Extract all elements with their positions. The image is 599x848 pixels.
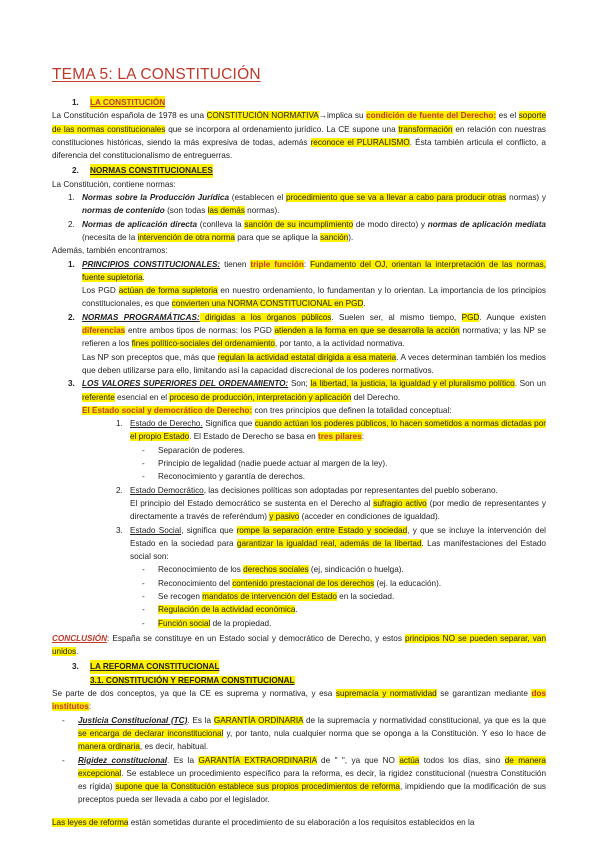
section-title: NORMAS CONSTITUCIONALES: [90, 164, 213, 177]
section-2-intro: La Constitución, contiene normas:: [52, 179, 176, 189]
sub-bullet: - Regulación de la actividad económica.: [142, 605, 298, 615]
section-number: 1.: [72, 98, 79, 107]
sub-bullet: - Reconocimiento y garantía de derechos.: [142, 472, 306, 482]
document-body: [52, 96, 546, 829]
list-item: 2. NORMAS PROGRAMÁTICAS: dirigidas a los órganos públicos. Suelen ser, al mismo tiempo, PGD. Aunque existen diferencias entre ambos tipos de normas: los PGD atienden a la forma en que se desarrolla la acción normativa; y las NP se refieren a los fines político-sociales del ordenamiento, por tanto, a la actividad normativa. Las NP son preceptos que, más que regulan la actividad estatal dirigida a esa materia. A veces determinan también los medios que deben utilizarse para ello, limitando así la capacidad discrecional de los poderes normativos.: [68, 312, 547, 375]
sub-bullet: - Reconocimiento de los derechos sociales (ej, sindicación o huelga).: [142, 565, 404, 575]
estado-social-line: El Estado social y democrático de Derecho: con tres principios que definen la totalidad conceptual:: [82, 405, 452, 415]
list-item: 2. Normas de aplicación directa (conlleva la sanción de su incumplimiento de modo directo) y normas de aplicación mediata (necesita de la intervención de otra norma para que se aplique la sanción).: [68, 219, 546, 242]
list-item: 3. Estado Social, significa que rompe la separación entre Estado y sociedad, y que se incluye la intervención del Estado en la sociedad para garantizar la igualdad real, además de la libertad. Las manifestaciones del Estado social son:: [116, 525, 546, 562]
section-3-heading: [72, 660, 546, 673]
sub-bullet: - Principio de legalidad (nadie puede actuar al margen de la ley).: [142, 459, 388, 469]
list-item: - Rigidez constitucional. Es la GARANTÍA EXTRAORDINARIA de " ", ya que NO actúa todos los días, sino de manera excepcional. Se establece un procedimiento específico para la reforma, es decir, la rigidez constitucional (nuestra Constitución es rígida) supone que la Constitución establece sus propios procedimientos de reforma, impidiendo que la modificación de sus preceptos pueda ser llevada a cabo por el legislador.: [62, 755, 546, 805]
list-item: 1. Estado de Derecho. Significa que cuando actúan los poderes públicos, lo hacen sometidos a normas dictadas por el propio Estado. El Estado de Derecho se basa en tres pilares:: [116, 419, 546, 442]
section-3-paragraph: Se parte de dos conceptos, ya que la CE es suprema y normativa, y esa supremacía y normatividad se garantizan mediante dos institutos:: [52, 689, 546, 712]
list-item: - Justicia Constitucional (TC). Es la GARANTÍA ORDINARIA de la supremacía y normatividad constitucional, ya que es la que se encarga de declarar inconstitucional y, por tanto, nula cualquier norma que se oponga a la Constitución. Y eso lo hace de manera ordinaria, es decir, habitual.: [62, 715, 547, 752]
subsection-heading: 3.1. CONSTITUCIÓN Y REFORMA CONSTITUCIONAL: [90, 675, 295, 685]
list-item: 2. Estado Democrático, las decisiones políticas son adoptadas por representantes del pueblo soberano. El principio del Estado democrático se sustenta en el Derecho al sufragio activo (por medio de representantes y directamente a través de referéndum) y pasivo (acceder en condiciones de igualdad).: [116, 485, 546, 522]
conclusion-paragraph: CONCLUSIÓN: España se constituye en un Estado social y democrático de Derecho, y estos principios NO se pueden separar, van unidos.: [52, 633, 547, 657]
section-number: 3.: [72, 662, 79, 672]
section-1-heading: [72, 96, 546, 109]
sub-bullet: - Separación de poderes.: [142, 445, 245, 455]
section-2-heading: [72, 164, 546, 177]
page-title: TEMA 5: LA CONSTITUCIÓN: [52, 66, 261, 83]
section-number: 2.: [72, 166, 79, 176]
list-item: 1. Normas sobre la Producción Jurídica (establecen el procedimiento que se va a llevar a cabo para producir otras normas) y normas de contenido (son todas las demás normas).: [68, 193, 546, 216]
ademas-line: Además, también encontramos:: [52, 246, 168, 256]
list-item: 1. PRINCIPIOS CONSTITUCIONALES: tienen triple función: Fundamento del OJ, orientan la interpretación de las normas, fuente supletoria. Los PGD actúan de forma supletoria en nuestro ordenamiento, lo fundamentan y lo orientan. La importancia de los principios constitucionales, es que convierten una NORMA CONSTITUCIONAL en PGD.: [68, 259, 546, 309]
sub-bullet: - Función social de la propiedad.: [142, 618, 272, 628]
sub-bullet: - Reconocimiento del contenido prestacional de los derechos (ej. la educación).: [142, 578, 442, 588]
last-paragraph: Las leyes de reforma están sometidas durante el procedimiento de su elaboración a los requisitos establecidos en la: [52, 817, 475, 827]
list-item: 3. LOS VALORES SUPERIORES DEL ORDENAMIENTO: Son; la libertad, la justicia, la igualdad y el pluralismo político. Son un referente esencial en el proceso de producción, interpretación y aplicación del Derecho.: [68, 379, 546, 402]
section-title: LA REFORMA CONSTITUCIONAL: [90, 660, 219, 673]
section-1-paragraph: La Constitución española de 1978 es una CONSTITUCIÓN NORMATIVA→implica su condición de fuente del Derecho: es el soporte de las normas constitucionales que se incorpora al ordenamiento jurídico. La CE supone una transformación en relación con nuestras constituciones históricas, siendo la más expresiva de todas, además reconoce el PLURALISMO. Ésta también articula el conflicto, a diferencia del constitucionalismo de entreguerras.: [52, 111, 547, 161]
sub-bullet: - Se recogen mandatos de intervención del Estado en la sociedad.: [142, 591, 395, 601]
section-title: LA CONSTITUCIÓN: [90, 96, 165, 109]
